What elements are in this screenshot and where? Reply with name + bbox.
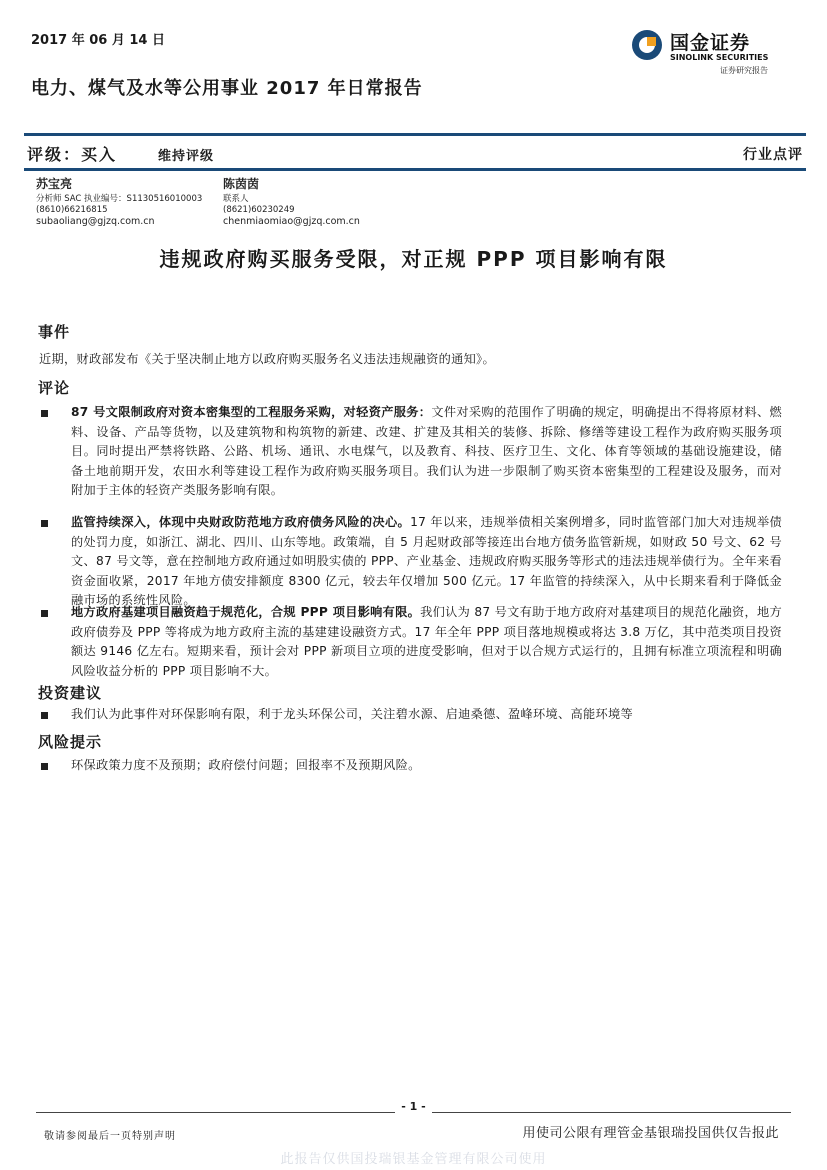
event-text: 近期，财政部发布《关于坚决制止地方以政府购买服务名义违法违规融资的通知》。 bbox=[39, 352, 495, 366]
bullet-icon bbox=[41, 520, 48, 527]
contact-block bbox=[223, 177, 360, 227]
bottom-divider bbox=[24, 168, 806, 171]
logo-subtitle: 证券研究报告 bbox=[720, 66, 768, 75]
report-date: 2017 年 06 月 14 日 bbox=[31, 33, 165, 48]
section-event-title: 事件 bbox=[38, 323, 71, 341]
footer-usage-note: 用使司公限有理管金基银瑞投国供仅告报此 bbox=[522, 1126, 779, 1141]
comment-paragraph-2 bbox=[71, 513, 782, 611]
comment-1-lead: 87 号文限制政府对资本密集型的工程服务采购，对轻资产服务： bbox=[71, 405, 432, 419]
analyst-phone: (8610)66216815 bbox=[36, 205, 108, 215]
bullet-icon bbox=[41, 712, 48, 719]
contact-role: 联系人 bbox=[223, 194, 249, 204]
section-risk-title: 风险提示 bbox=[38, 733, 103, 751]
page-number bbox=[0, 1100, 827, 1113]
main-title: 违规政府购买服务受限，对正规 PPP 项目影响有限 bbox=[159, 247, 668, 271]
bullet-icon bbox=[41, 763, 48, 770]
comment-paragraph-3 bbox=[71, 603, 782, 681]
logo-cn-name: 国金证券 bbox=[670, 32, 751, 54]
comment-2-body: 17 年以来，违规举债相关案例增多，同时监管部门加大对违规举债的处罚力度，如浙江、湖北、四川、山东等地。政策端，自 5 月起财政部等接连出台地方债务监管新规，如财政 50 号文、62 号文、87 号文等，意在控制地方政府通过如明股实债的 PPP、产业基金、违规政府购买服务等形式的违法违规举债行为。全年来看资金面收紧，2017 年地方债安排额度 8300 亿元，较去年仅增加 500 亿元。17 年监管的持续深入，从中长期来看利于降低金融市场的系统性风险。 bbox=[71, 515, 782, 607]
analyst-name: 苏宝亮 bbox=[36, 177, 73, 191]
rating-label: 评级：买入 bbox=[27, 145, 118, 164]
analyst-block bbox=[36, 177, 202, 227]
invest-text: 我们认为此事件对环保影响有限，利于龙头环保公司，关注碧水源、启迪桑德、盈峰环境、高能环境等 bbox=[71, 707, 633, 721]
contact-name: 陈茵茵 bbox=[223, 177, 260, 191]
top-divider bbox=[24, 133, 806, 136]
risk-text: 环保政策力度不及预期；政府偿付问题；回报率不及预期风险。 bbox=[71, 758, 421, 772]
bullet-icon bbox=[41, 610, 48, 617]
analyst-cert: 分析师 SAC 执业编号：S1130516010003 bbox=[36, 194, 203, 204]
contact-phone: (8621)60230249 bbox=[223, 205, 295, 215]
comment-2-lead: 监管持续深入，体现中央财政防范地方政府债务风险的决心。 bbox=[71, 515, 411, 529]
comment-1-body: 文件对采购的范围作了明确的规定，明确提出不得将原材料、燃料、设备、产品等货物，以及建筑物和构筑物的新建、改建、扩建及其相关的装修、拆除、修缮等建设工程作为政府购买服务项目。同时提出严禁将铁路、公路、机场、通讯、水电煤气，以及教育、科技、医疗卫生、文化、体育等领域的基础设施建设，储备土地前期开发，农田水利等建设工程作为政府购买服务项目。我们认为进一步限制了购买资本密集型的工程建设及服务，而对附加于主体的轻资产类服务影响有限。 bbox=[71, 405, 782, 497]
contact-email[interactable]: chenmiaomiao@gjzq.com.cn bbox=[223, 216, 360, 227]
bullet-icon bbox=[41, 410, 48, 417]
comment-3-lead: 地方政府基建项目融资趋于规范化，合规 PPP 项目影响有限。 bbox=[71, 605, 421, 619]
logo-emblem-icon bbox=[630, 28, 664, 62]
footer-watermark: 此报告仅供国投瑞银基金管理有限公司使用 bbox=[280, 1152, 547, 1167]
section-comment-title: 评论 bbox=[38, 379, 71, 397]
page-number-text: - 1 - bbox=[395, 1100, 431, 1113]
comment-3-body: 我们认为 87 号文有助于地方政府对基建项目的规范化融资，地方政府债券及 PPP 等将成为地方政府主流的基建建设融资方式。17 年全年 PPP 项目落地规模或将达 3.8 万亿，其中范类项目投资额达 9146 亿左右。短期来看，预计会对 PPP 新项目立项的进度受影响，但对于以合规方式运行的，且拥有标准立项流程和明确风险收益分析的 PPP 项目影响不大。 bbox=[71, 605, 782, 678]
section-invest-title: 投资建议 bbox=[38, 684, 103, 702]
report-series-title: 电力、煤气及水等公用事业 2017 年日常报告 bbox=[31, 78, 423, 99]
company-logo bbox=[630, 26, 790, 76]
logo-en-name: SINOLINK SECURITIES bbox=[670, 53, 769, 62]
comment-paragraph-1 bbox=[71, 403, 782, 501]
rating-maintain: 维持评级 bbox=[158, 149, 215, 164]
analyst-email[interactable]: subaoliang@gjzq.com.cn bbox=[36, 216, 155, 227]
footer-disclaimer-note: 敬请参阅最后一页特别声明 bbox=[44, 1131, 176, 1142]
report-type: 行业点评 bbox=[743, 147, 803, 163]
